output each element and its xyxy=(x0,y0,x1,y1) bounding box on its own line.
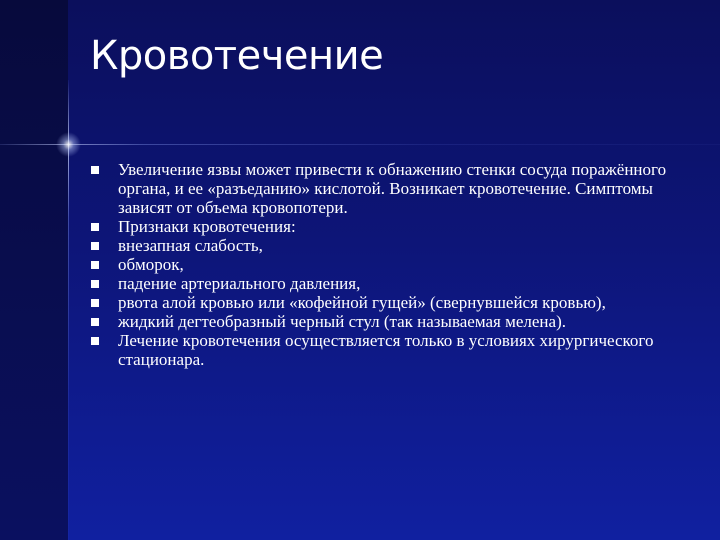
bullet-text: Лечение кровотечения осуществляется только в условиях хирургического стационара. xyxy=(118,331,654,369)
square-bullet-icon xyxy=(91,337,99,345)
bullet-list xyxy=(88,160,688,369)
square-bullet-icon xyxy=(91,280,99,288)
square-bullet-icon xyxy=(91,166,99,174)
left-decor-band xyxy=(0,0,68,540)
bullet-text: внезапная слабость, xyxy=(118,236,263,255)
bullet-text: падение артериального давления, xyxy=(118,274,361,293)
bullet-text: рвота алой кровью или «кофейной гущей» (свернувшейся кровью), xyxy=(118,293,606,312)
square-bullet-icon xyxy=(91,242,99,250)
bullet-item xyxy=(88,312,688,331)
bullet-text: Признаки кровотечения: xyxy=(118,217,296,236)
horizontal-accent-line xyxy=(0,144,720,145)
sparkle-glow xyxy=(56,132,81,157)
bullet-item xyxy=(88,255,688,274)
bullet-item xyxy=(88,217,688,236)
bullet-item xyxy=(88,160,688,217)
bullet-text: жидкий дегтеобразный черный стул (так называемая мелена). xyxy=(118,312,566,331)
square-bullet-icon xyxy=(91,299,99,307)
bullet-item xyxy=(88,293,688,312)
bullet-text: Увеличение язвы может привести к обнажению стенки сосуда поражённого органа, и ее «разъеданию» кислотой. Возникает кровотечение. Симптомы зависят от объема кровопотери. xyxy=(118,160,667,217)
bullet-text: обморок, xyxy=(118,255,184,274)
square-bullet-icon xyxy=(91,318,99,326)
slide-title: Кровотечение xyxy=(90,33,384,79)
bullet-item xyxy=(88,274,688,293)
square-bullet-icon xyxy=(91,261,99,269)
square-bullet-icon xyxy=(91,223,99,231)
bullet-item xyxy=(88,331,688,369)
bullet-item xyxy=(88,236,688,255)
